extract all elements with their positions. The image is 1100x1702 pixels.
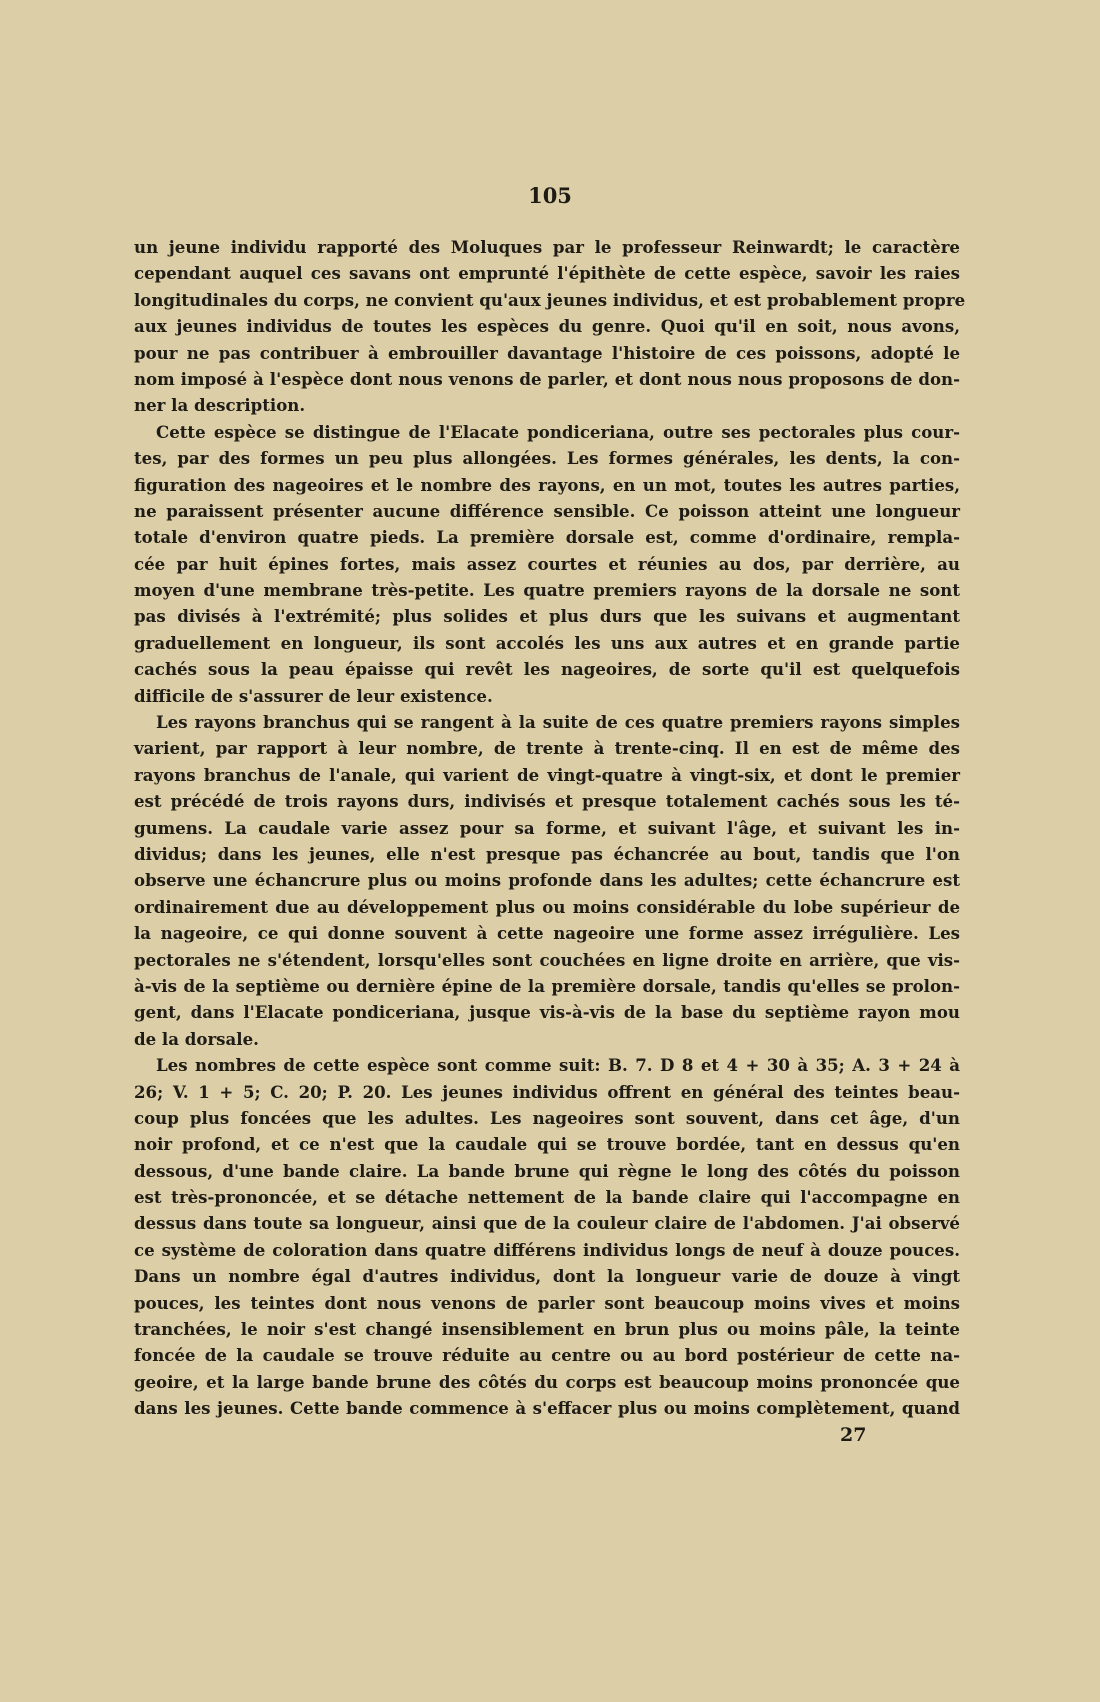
text-line: de la dorsale. [134, 1028, 259, 1049]
text-line: tes, par des formes un peu plus allongées. Les formes générales, les dents, la con- [134, 448, 960, 469]
text-line: pouces, les teintes dont nous venons de parler sont beaucoup moins vives et moins [134, 1292, 960, 1313]
text-line: cependant auquel ces savans ont emprunté l'épithète de cette espèce, savoir les raies [134, 263, 960, 284]
text-line: ce système de coloration dans quatre différens individus longs de neuf à douze pouces. [134, 1239, 960, 1260]
text-line: Les nombres de cette espèce sont comme suit: B. 7. D 8 et 4 + 30 à 35; A. 3 + 24 à [156, 1055, 960, 1076]
text-line: Cette espèce se distingue de l'Elacate pondiceriana, outre ses pectorales plus cour- [156, 421, 960, 442]
text-line: graduellement en longueur, ils sont accolés les uns aux autres et en grande partie [134, 632, 960, 653]
text-line: ordinairement due au développement plus ou moins considérable du lobe supérieur de [134, 896, 960, 917]
text-line: longitudinales du corps, ne convient qu'aux jeunes individus, et est probablement propre [134, 289, 966, 310]
text-line: dessus dans toute sa longueur, ainsi que de la couleur claire de l'abdomen. J'ai observé [134, 1213, 960, 1234]
text-line: rayons branchus de l'anale, qui varient de vingt-quatre à vingt-six, et dont le premier [134, 764, 960, 785]
text-line: noir profond, et ce n'est que la caudale qui se trouve bordée, tant en dessus qu'en [134, 1134, 960, 1155]
text-line: la nageoire, ce qui donne souvent à cette nageoire une forme assez irrégulière. Les [134, 923, 960, 944]
text-line: varient, par rapport à leur nombre, de trente à trente-cinq. Il en est de même des [134, 738, 960, 759]
text-line: coup plus foncées que les adultes. Les nageoires sont souvent, dans cet âge, d'un [134, 1107, 960, 1128]
text-line: ner la description. [134, 395, 306, 416]
text-line: 26; V. 1 + 5; C. 20; P. 20. Les jeunes individus offrent en général des teintes beau- [134, 1081, 960, 1102]
text-line: difficile de s'assurer de leur existence. [134, 685, 493, 706]
text-line: dividus; dans les jeunes, elle n'est presque pas échancrée au bout, tandis que l'on [134, 843, 960, 864]
text-line: Dans un nombre égal d'autres individus, dont la longueur varie de douze à vingt [134, 1266, 960, 1287]
text-line: cachés sous la peau épaisse qui revêt les nageoires, de sorte qu'il est quelquefois [134, 659, 960, 680]
text-line: aux jeunes individus de toutes les espèces du genre. Quoi qu'il en soit, nous avons, [134, 316, 960, 337]
text-line: figuration des nageoires et le nombre des rayons, en un mot, toutes les autres parties, [134, 474, 960, 495]
text-line: pectorales ne s'étendent, lorsqu'elles sont couchées en ligne droite en arrière, que vis- [134, 949, 960, 970]
text-line: dessous, d'une bande claire. La bande brune qui règne le long des côtés du poisson [134, 1160, 960, 1181]
text-line: pas divisés à l'extrémité; plus solides et plus durs que les suivans et augmentant [134, 606, 960, 627]
signature-mark: 27 [840, 1424, 867, 1446]
text-line: dans les jeunes. Cette bande commence à s'effacer plus ou moins complètement, quand [134, 1398, 960, 1419]
text-line: gumens. La caudale varie assez pour sa forme, et suivant l'âge, et suivant les in- [134, 817, 960, 838]
text-line: ne paraissent présenter aucune différence sensible. Ce poisson atteint une longueur [134, 500, 960, 521]
text-line: moyen d'une membrane très-petite. Les quatre premiers rayons de la dorsale ne sont [134, 580, 960, 601]
text-line: geoire, et la large bande brune des côtés du corps est beaucoup moins prononcée que [134, 1371, 960, 1392]
text-line: un jeune individu rapporté des Moluques par le professeur Reinwardt; le caractère [134, 237, 960, 257]
text-line: est précédé de trois rayons durs, indivisés et presque totalement cachés sous les té- [134, 791, 960, 812]
text-line: gent, dans l'Elacate pondiceriana, jusque vis-à-vis de la base du septième rayon mou [134, 1002, 960, 1023]
text-line: cée par huit épines fortes, mais assez courtes et réunies au dos, par derrière, au [134, 553, 960, 574]
page-number: 105 [528, 183, 572, 208]
body-text [134, 234, 966, 1422]
text-line: Les rayons branchus qui se rangent à la suite de ces quatre premiers rayons simples [156, 712, 960, 733]
text-line: tranchées, le noir s'est changé insensiblement en brun plus ou moins pâle, la teinte [134, 1319, 960, 1340]
text-line: est très-prononcée, et se détache nettement de la bande claire qui l'accompagne en [134, 1187, 960, 1208]
text-line: foncée de la caudale se trouve réduite au centre ou au bord postérieur de cette na- [134, 1345, 960, 1366]
text-line: nom imposé à l'espèce dont nous venons de parler, et dont nous nous proposons de don- [134, 368, 960, 389]
text-line: totale d'environ quatre pieds. La première dorsale est, comme d'ordinaire, rempla- [134, 527, 960, 548]
text-line: à-vis de la septième ou dernière épine de la première dorsale, tandis qu'elles se prolon- [134, 975, 960, 996]
text-line: pour ne pas contribuer à embrouiller davantage l'histoire de ces poissons, adopté le [134, 342, 960, 363]
text-line: observe une échancrure plus ou moins profonde dans les adultes; cette échancrure est [134, 870, 960, 891]
